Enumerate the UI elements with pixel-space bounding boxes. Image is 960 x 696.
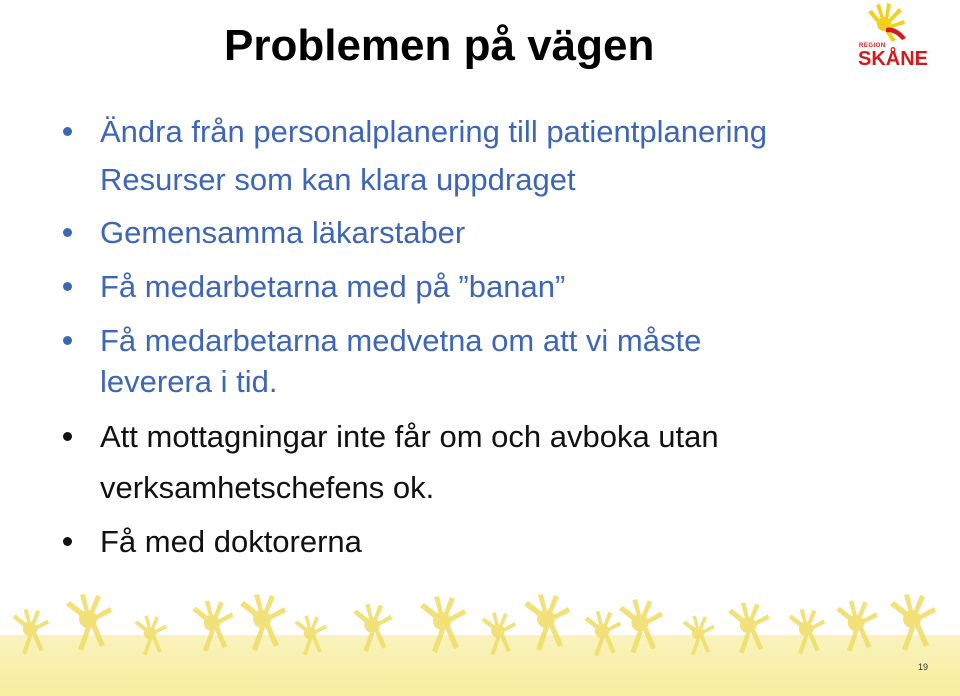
bullet-text-continued: verksamhetschefens ok. [100,470,435,505]
bullet-dot [63,336,72,345]
bullet-text-continued: leverera i tid. [100,364,278,399]
sun-figure-icon [866,2,922,44]
bullet-text: Ändra från personalplanering till patientplanering [100,114,767,149]
region-skane-logo [852,2,936,72]
bullet-dot [63,282,72,291]
slide-title: Problemen på vägen [224,21,655,70]
bullet-text: Gemensamma läkarstaber [100,215,466,250]
bullet-dot [63,127,72,136]
sun-figures-footer [0,589,960,696]
logo-skane-text: SKÅNE [858,48,929,70]
page-number: 19 [918,662,929,672]
bullet-dot [63,432,72,441]
bullet-text: Att mottagningar inte får om och avboka utan [100,419,719,454]
bullet-text: Få med doktorerna [100,524,362,559]
bullet-dot [63,537,72,546]
bullet-text: Få medarbetarna med på ”banan” [100,269,566,304]
bullet-text: Få medarbetarna medvetna om att vi måste [100,323,702,358]
bullet-dot [63,228,72,237]
logo-region-text: REGION [859,43,886,49]
bullet-text-continued: Resurser som kan klara uppdraget [100,162,576,197]
